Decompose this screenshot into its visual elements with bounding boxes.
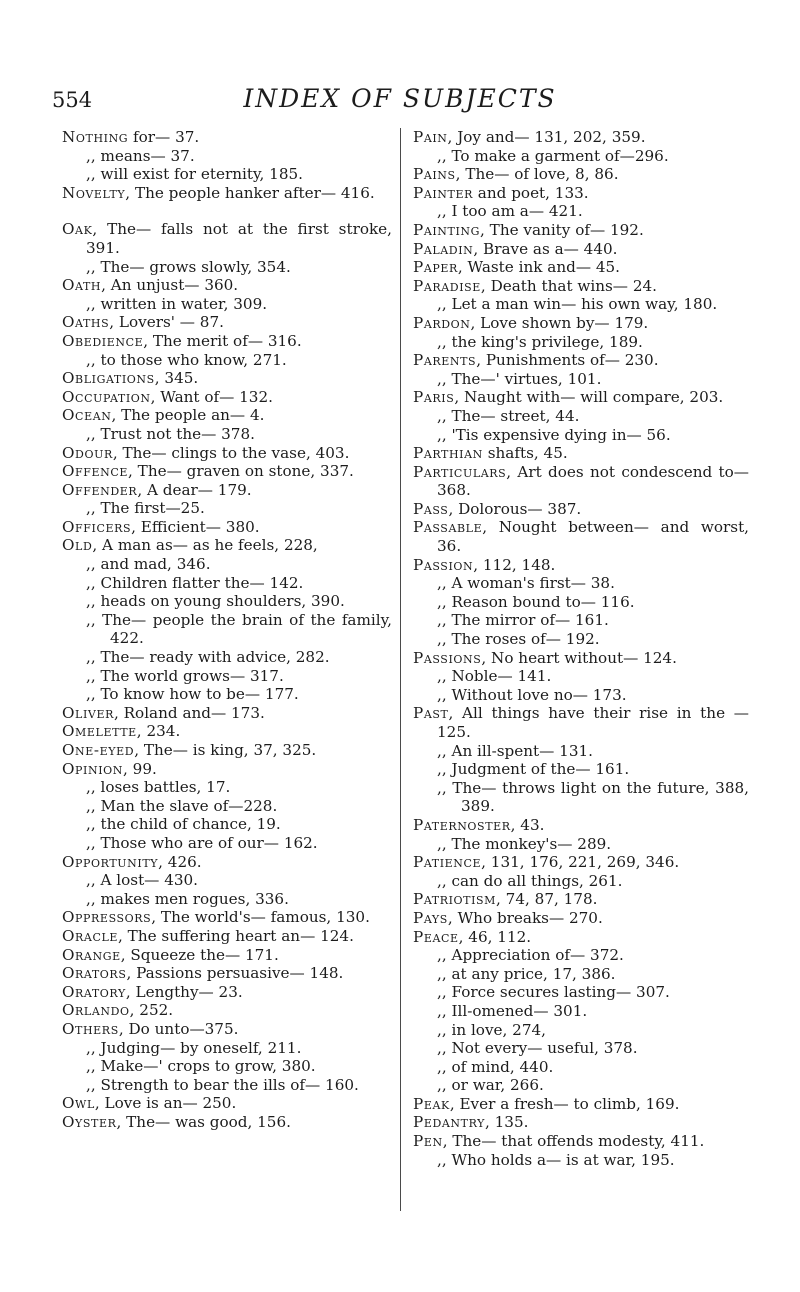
entry-text: , An unjust— 360. [101,276,239,295]
entry-heading: Pardon [413,313,471,332]
entry-text: , 43. [510,815,545,834]
index-entry [62,220,392,257]
entry-text: , Naught with— will compare, 203. [454,388,724,407]
entry-text: ,, To make a garment of—296. [437,146,669,165]
entry-text: ,, A lost— 430. [86,871,199,890]
entry-text: , Art does not condescend to— 368. [437,462,749,500]
index-subentry [413,407,749,426]
index-entry [62,128,392,147]
index-subentry [62,648,392,667]
entry-text: , The world's— famous, 130. [151,908,370,927]
entry-text: ,, makes men rogues, 336. [86,889,289,908]
entry-text: , Efficient— 380. [131,517,260,536]
entry-heading: Particulars [413,462,507,481]
entry-text: , The— falls not at the first stroke, 391. [86,220,392,257]
index-entry [413,853,749,872]
entry-text: , A dear— 179. [137,480,252,499]
entry-text: ,, Appreciation of— 372. [437,946,624,965]
index-column-right [413,128,749,1169]
index-subentry [62,1039,392,1058]
index-entry [62,741,392,760]
entry-heading: Ocean [62,406,112,425]
entry-heading: Oracle [62,926,119,945]
entry-text: ,, 'Tis expensive dying in— 56. [437,425,671,444]
entry-text: ,, Strength to bear the ills of— 160. [86,1075,359,1094]
entry-heading: Novelty [62,183,126,202]
entry-text: , Love is an— 250. [94,1094,237,1113]
index-subentry [413,630,749,649]
entry-heading: One-eyed [62,741,135,759]
entry-text: ,, to those who know, 271. [86,350,287,369]
index-entry [62,518,392,537]
index-entry [62,853,392,872]
entry-heading: Opportunity [62,852,159,871]
page-number: 554 [52,88,93,112]
entry-heading: Oyster [62,1112,117,1131]
entry-text: , The— is king, 37, 325. [134,741,317,759]
entry-text: ,, at any price, 17, 386. [437,964,616,983]
entry-text: shafts, 45. [482,444,568,463]
entry-heading: Paternoster [413,815,511,834]
entry-heading: Offender [62,480,138,499]
entry-text: ,, A woman's first— 38. [437,574,615,593]
index-entry [413,518,749,555]
index-entry [413,556,749,575]
index-entry [413,351,749,370]
entry-text: , Do unto—375. [118,1019,239,1038]
entry-text: , Who breaks— 270. [447,908,603,927]
index-entry [62,276,392,295]
entry-text: , Lovers' — 87. [109,313,224,332]
index-entry [413,184,749,203]
entry-heading: Passable [413,518,483,537]
index-entry [413,890,749,909]
index-subentry [413,779,749,816]
entry-text: ,, Those who are of our— 162. [86,833,318,852]
index-subentry [62,499,392,518]
entry-text: ,, Trust not the— 378. [86,424,255,443]
entry-text: ,, Let a man win— his own way, 180. [437,295,718,314]
entry-heading: Painter [413,183,473,202]
entry-heading: Peak [413,1094,450,1113]
index-subentry [413,1058,749,1077]
entry-heading: Passion [413,555,474,574]
entry-text: , Punishments of— 230. [476,351,659,370]
entry-text: , Brave as a— 440. [473,239,618,258]
entry-text: , The people an— 4. [111,406,265,425]
index-entry [62,1094,392,1113]
entry-text: ,, Without love no— 173. [437,685,627,704]
entry-text: , Lengthy— 23. [125,982,243,1001]
entry-heading: Paper [413,258,458,277]
index-subentry [413,742,749,761]
entry-heading: Patriotism [413,890,497,909]
index-subentry [62,611,392,648]
index-entry [62,332,392,351]
index-subentry [62,258,392,277]
entry-heading: Peace [413,927,459,946]
entry-heading: Odour [62,443,113,462]
entry-text: , 426. [158,852,202,871]
entry-heading: Oratory [62,982,126,1001]
entry-text: , The vanity of— 192. [480,220,644,239]
entry-heading: Pains [413,165,456,184]
index-entry [62,388,392,407]
index-subentry [413,1039,749,1058]
entry-text: , 131, 176, 221, 269, 346. [481,853,680,872]
entry-heading: Orlando [62,1001,130,1020]
entry-text: , The— clings to the vase, 403. [112,443,350,462]
index-entry [413,1132,749,1151]
index-entry [62,1113,392,1132]
index-subentry [413,574,749,593]
index-subentry [62,574,392,593]
entry-heading: Passions [413,648,482,667]
entry-heading: Oak [62,220,93,239]
index-subentry [62,685,392,704]
index-entry [413,388,749,407]
entry-text: , No heart without— 124. [481,648,677,667]
entry-text: ,, heads on young shoulders, 390. [86,592,345,611]
index-entry [62,760,392,779]
index-subentry [413,611,749,630]
index-entry [62,1020,392,1039]
entry-text: ,, The— street, 44. [437,406,580,425]
index-subentry [413,295,749,314]
index-subentry [413,760,749,779]
entry-heading: Owl [62,1094,95,1113]
index-entry [413,816,749,835]
entry-text: ,, Man the slave of—228. [86,796,278,815]
index-entry [62,964,392,983]
entry-heading: Pass [413,499,449,518]
entry-text: , Death that wins— 24. [480,276,657,295]
index-subentry [413,1021,749,1040]
entry-text: ,, in love, 274, [437,1020,546,1039]
index-subentry [62,890,392,909]
entry-text: , Dolorous— 387. [448,499,582,518]
entry-text: , Waste ink and— 45. [457,258,620,277]
index-entry [62,444,392,463]
entry-text: ,, The— grows slowly, 354. [86,257,291,276]
index-subentry [62,834,392,853]
index-subentry [62,165,392,184]
index-subentry [62,797,392,816]
entry-heading: Obedience [62,331,144,350]
entry-text: ,, The— throws light on the future, 388, 389. [437,778,749,816]
entry-heading: Paradise [413,276,481,295]
entry-heading: Occupation [62,387,151,406]
entry-heading: Painting [413,220,481,239]
entry-text: , Joy and— 131, 202, 359. [447,128,646,146]
index-subentry [413,872,749,891]
index-subentry [413,965,749,984]
index-subentry [413,1076,749,1095]
index-entry [62,481,392,500]
index-subentry [62,425,392,444]
index-column-left [62,128,392,1131]
entry-text: ,, The monkey's— 289. [437,834,612,853]
entry-heading: Officers [62,517,132,536]
entry-text: , 74, 87, 178. [496,890,598,909]
index-entry [62,369,392,388]
entry-text: ,, and mad, 346. [86,555,211,574]
entry-text: ,, Judging— by oneself, 211. [86,1038,302,1057]
entry-heading: Parthian [413,444,483,463]
entry-text: , Roland and— 173. [113,703,265,722]
entry-text: , 112, 148. [473,555,556,574]
index-entry [413,1095,749,1114]
index-entry [413,649,749,668]
entry-text: ,, Ill-omened— 301. [437,1001,588,1020]
entry-text: , Love shown by— 179. [470,313,649,332]
index-subentry [62,815,392,834]
index-entry [413,500,749,519]
index-entry [413,128,749,147]
index-subentry [413,426,749,445]
index-entry [62,406,392,425]
entry-text: and poet, 133. [472,183,589,202]
entry-text: ,, The roses of— 192. [437,630,600,649]
entry-text: ,, can do all things, 261. [437,871,623,890]
index-subentry [413,1151,749,1170]
entry-text: , All things have their rise in the — 125. [437,704,749,741]
entry-text: ,, written in water, 309. [86,294,268,313]
index-subentry [413,202,749,221]
column-rule [400,128,401,1211]
index-entry [62,462,392,481]
index-subentry [413,593,749,612]
entry-heading: Oaths [62,313,110,332]
entry-text: , 135. [484,1113,529,1132]
entry-text: ,, The— people the brain of the family, 422. [86,610,392,648]
index-subentry [413,835,749,854]
entry-heading: Nothing [62,128,129,146]
entry-heading: Old [62,536,93,555]
index-entry [62,313,392,332]
entry-heading: Pain [413,128,448,146]
entry-heading: Offence [62,462,129,481]
index-subentry [413,983,749,1002]
index-subentry [62,667,392,686]
entry-text: , A man as— as he feels, 228, [92,536,318,555]
index-subentry [62,147,392,166]
entry-text: ,, the king's privilege, 189. [437,332,643,351]
index-subentry [413,686,749,705]
entry-text: ,, will exist for eternity, 185. [86,165,303,184]
entry-text: , 99. [123,759,157,778]
index-subentry [62,592,392,611]
entry-heading: Orators [62,964,127,983]
index-subentry [413,946,749,965]
entry-text: ,, The world grows— 317. [86,666,284,685]
index-subentry [413,370,749,389]
entry-heading: Pen [413,1132,443,1151]
index-entry [413,909,749,928]
entry-text: ,, loses battles, 17. [86,778,231,797]
entry-text: ,, Judgment of the— 161. [437,760,630,779]
entry-text: , The suffering heart an— 124. [118,926,354,945]
index-subentry [62,351,392,370]
entry-text: ,, or war, 266. [437,1076,544,1095]
entry-text: ,, Who holds a— is at war, 195. [437,1150,675,1169]
index-entry [62,1001,392,1020]
index-subentry [62,1076,392,1095]
entry-text: , 46, 112. [458,927,532,946]
index-entry [62,536,392,555]
index-subentry [62,555,392,574]
index-subentry [413,333,749,352]
entry-text: , 252. [129,1001,174,1020]
entry-heading: Pays [413,908,448,927]
entry-heading: Oppressors [62,908,152,927]
index-entry [62,946,392,965]
entry-text: ,, The mirror of— 161. [437,611,609,630]
entry-heading: Orange [62,945,121,964]
entry-text: , Ever a fresh— to climb, 169. [449,1094,680,1113]
entry-text: ,, means— 37. [86,146,195,165]
index-subentry [413,1002,749,1021]
entry-heading: Patience [413,853,482,872]
index-entry [413,704,749,741]
index-entry [413,277,749,296]
entry-heading: Oath [62,276,102,295]
entry-text: , Nought between— and worst, 36. [437,518,749,556]
index-entry [413,928,749,947]
index-subentry [62,778,392,797]
entry-text: , The— that offends modesty, 411. [442,1132,705,1151]
entry-text: ,, the child of chance, 19. [86,815,281,834]
entry-text: , Passions persuasive— 148. [126,964,344,983]
index-entry [62,184,392,203]
index-entry [62,983,392,1002]
index-entry [413,444,749,463]
entry-text: for— 37. [128,128,200,146]
entry-heading: Paris [413,388,455,407]
index-entry [62,908,392,927]
entry-text: ,, To know how to be— 177. [86,685,299,704]
entry-text: ,, The—' virtues, 101. [437,369,602,388]
entry-heading: Past [413,704,449,723]
entry-text: ,, Force secures lasting— 307. [437,983,670,1002]
index-entry [413,314,749,333]
entry-heading: Omelette [62,722,137,741]
index-entry [413,1113,749,1132]
index-subentry [62,1057,392,1076]
entry-text: , The merit of— 316. [143,331,302,350]
entry-text: , Want of— 132. [150,387,273,406]
index-entry [62,927,392,946]
entry-text: , The people hanker after— 416. [125,183,375,202]
running-head: INDEX OF SUBJECTS [243,84,557,113]
index-entry [413,240,749,259]
entry-text: ,, of mind, 440. [437,1057,554,1076]
entry-heading: Parents [413,351,477,370]
index-entry [62,704,392,723]
index-entry [413,258,749,277]
entry-heading: Pedantry [413,1113,485,1132]
entry-text: ,, Make—' crops to grow, 380. [86,1057,316,1076]
entry-text: , The— graven on stone, 337. [128,462,354,481]
index-subentry [62,295,392,314]
entry-text: ,, The first—25. [86,499,205,518]
entry-heading: Opinion [62,759,124,778]
index-subentry [62,871,392,890]
index-entry [413,221,749,240]
entry-heading: Others [62,1019,119,1038]
entry-text: ,, Children flatter the— 142. [86,573,304,592]
entry-heading: Obligations [62,369,155,388]
index-entry [413,165,749,184]
entry-text: ,, An ill-spent— 131. [437,741,593,760]
index-entry [413,463,749,500]
entry-text: ,, The— ready with advice, 282. [86,648,330,667]
entry-text: , 234. [136,722,181,741]
entry-text: ,, Reason bound to— 116. [437,592,635,611]
entry-text: , The— was good, 156. [116,1112,291,1131]
index-subentry [413,147,749,166]
entry-text: ,, I too am a— 421. [437,202,583,221]
entry-text: , 345. [154,369,199,388]
entry-text: , The— of love, 8, 86. [455,165,619,184]
entry-text: ,, Noble— 141. [437,667,552,686]
entry-text: , Squeeze the— 171. [120,945,279,964]
entry-heading: Paladin [413,239,474,258]
index-entry [62,722,392,741]
entry-text: ,, Not every— useful, 378. [437,1039,638,1058]
entry-heading: Oliver [62,703,114,722]
index-subentry [413,667,749,686]
